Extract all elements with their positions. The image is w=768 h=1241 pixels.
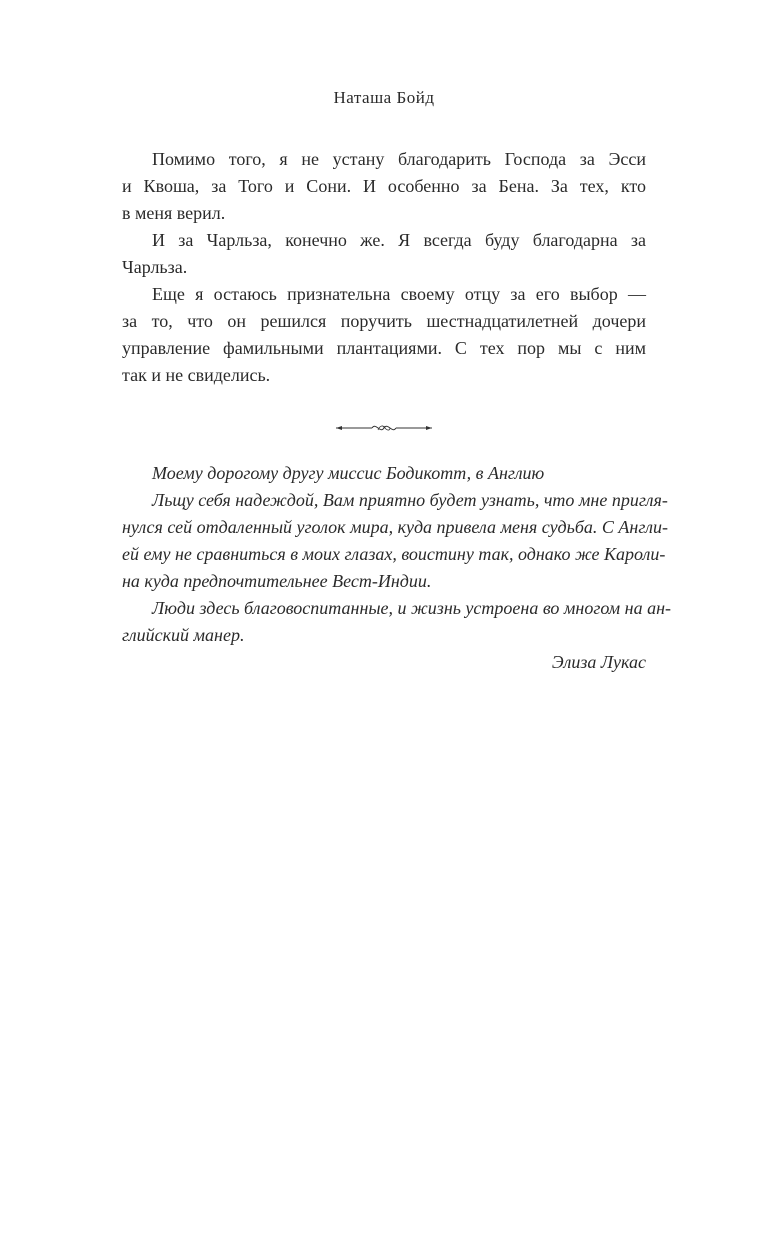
body-text: [122, 146, 646, 389]
text-line: Еще я остаюсь признательна своему отцу за его выбор —: [152, 284, 646, 304]
section-divider-ornament-icon: [334, 421, 434, 435]
text-line: в меня верил.: [122, 203, 226, 223]
text-line: и Квоша, за Того и Сони. И особенно за Бена. За тех, кто: [122, 176, 646, 196]
text-line: Люди здесь благовоспитанные, и жизнь устроена во многом на ан-: [152, 598, 672, 618]
letter-signature: Элиза Лукас: [551, 652, 646, 672]
text-line: на куда предпочтительнее Вест-Индии.: [122, 571, 432, 591]
text-line: нулся сей отдаленный уголок мира, куда привела меня судьба. С Англи-: [122, 517, 668, 537]
text-line: глийский манер.: [122, 625, 245, 645]
text-line: управление фамильными плантациями. С тех пор мы с ним: [122, 338, 646, 358]
text-line: Чарльза.: [122, 257, 188, 277]
running-header: Наташа Бойд: [333, 88, 435, 107]
text-line: Льщу себя надеждой, Вам приятно будет узнать, что мне пригля-: [152, 490, 668, 510]
text-line: так и не свиделись.: [122, 365, 271, 385]
text-line: ей ему не сравниться в моих глазах, воистину так, однако же Кароли-: [122, 544, 666, 564]
text-line: И за Чарльза, конечно же. Я всегда буду благодарна за: [152, 230, 646, 250]
letter-salutation: Моему дорогому другу миссис Бодикотт, в Англию: [152, 463, 545, 483]
text-line: Помимо того, я не устану благодарить Господа за Эсси: [152, 149, 646, 169]
text-line: за то, что он решился поручить шестнадцатилетней дочери: [122, 311, 646, 331]
epistolary-excerpt: [122, 460, 672, 676]
